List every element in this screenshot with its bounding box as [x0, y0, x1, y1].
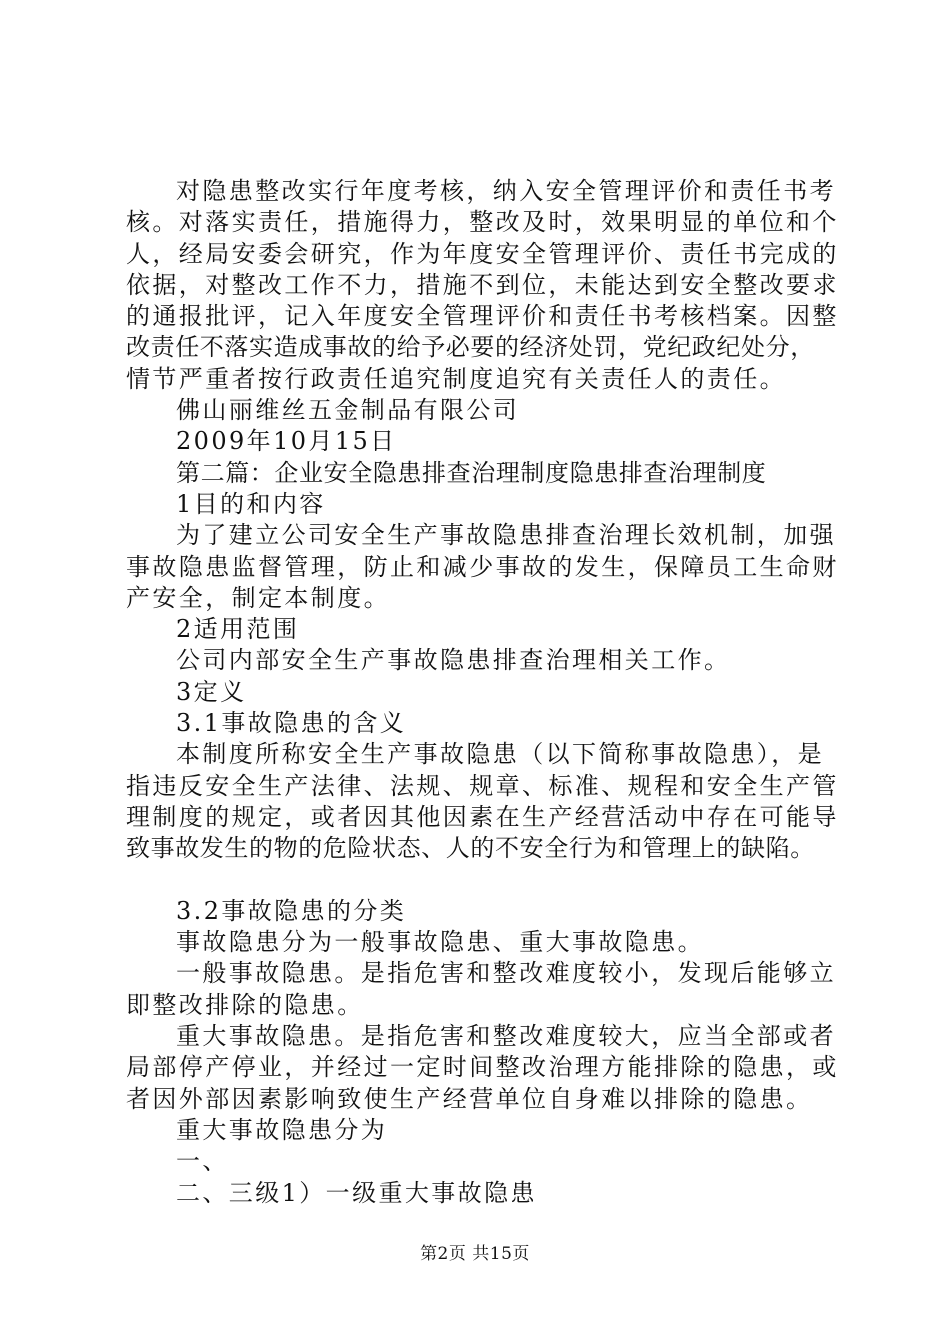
list-item-two: 二、三级1）一级重大事故隐患 [176, 1178, 537, 1207]
section-2-heading: 2适用范围 [176, 615, 300, 644]
text-line: 情节严重者按行政责任追究制度追究有关责任人的责任。 [126, 364, 786, 393]
text-line: 致事故发生的物的危险状态、人的不安全行为和管理上的缺陷。 [126, 834, 815, 863]
section-1-paragraph [126, 520, 839, 614]
text-line: 理制度的规定，或者因其他因素在生产经营活动中存在可能导 [126, 802, 839, 831]
section-3-2-intro: 事故隐患分为一般事故隐患、重大事故隐患。 [176, 928, 704, 957]
text-line: 者因外部因素影响致使生产经营单位自身难以排除的隐患。 [126, 1084, 813, 1113]
section-1-heading: 1目的和内容 [176, 489, 326, 518]
list-item-one: 一、 [176, 1147, 229, 1176]
part-two-title: 第二篇：企业安全隐患排查治理制度隐患排查治理制度 [176, 458, 767, 487]
text-line: 指违反安全生产法律、法规、规章、标准、规程和安全生产管 [126, 771, 839, 800]
text-line: 即整改排除的隐患。 [126, 990, 364, 1019]
text-line: 的通报批评，记入年度安全管理评价和责任书考核档案。因整 [126, 302, 839, 331]
text-line: 为了建立公司安全生产事故隐患排查治理长效机制，加强 [176, 521, 836, 550]
paragraph-hazard-assessment [126, 176, 839, 395]
section-3-1-heading: 3.1事故隐患的含义 [176, 709, 407, 738]
blank-line [126, 865, 832, 896]
text-line: 本制度所称安全生产事故隐患（以下简称事故隐患），是 [176, 740, 824, 769]
text-line: 事故隐患监督管理，防止和减少事故的发生，保障员工生命财 [126, 552, 839, 581]
document-body [126, 176, 839, 1209]
text-line: 重大事故隐患。是指危害和整改难度较大，应当全部或者 [176, 1022, 836, 1051]
text-line: 一般事故隐患。是指危害和整改难度较小，发现后能够立 [176, 959, 836, 988]
page-number-footer: 第2页 共15页 [420, 1244, 530, 1264]
text-line: 依据，对整改工作不力，措施不到位，未能达到安全整改要求 [126, 270, 839, 299]
text-line: 产安全，制定本制度。 [126, 583, 390, 612]
text-line: 局部停产停业，并经过一定时间整改治理方能排除的隐患，或 [126, 1053, 839, 1082]
text-line: 核。对落实责任，措施得力，整改及时，效果明显的单位和个 [126, 208, 839, 237]
text-line: 人，经局安委会研究，作为年度安全管理评价、责任书完成的 [126, 239, 839, 268]
general-hazard-paragraph [126, 958, 836, 1021]
major-hazard-paragraph [126, 1021, 839, 1115]
section-3-heading: 3定义 [176, 677, 247, 706]
document-date: 2009年10月15日 [176, 427, 397, 456]
text-line: 改责任不落实造成事故的给予必要的经济处罚，党纪政纪处分， [126, 333, 815, 362]
section-3-1-paragraph [126, 739, 839, 864]
company-name: 佛山丽维丝五金制品有限公司 [176, 396, 520, 425]
text-line: 对隐患整改实行年度考核，纳入安全管理评价和责任书考 [176, 177, 836, 205]
section-3-2-heading: 3.2事故隐患的分类 [176, 896, 407, 925]
section-2-paragraph: 公司内部安全生产事故隐患排查治理相关工作。 [176, 646, 731, 675]
major-hazard-classes-heading: 重大事故隐患分为 [176, 1115, 388, 1144]
